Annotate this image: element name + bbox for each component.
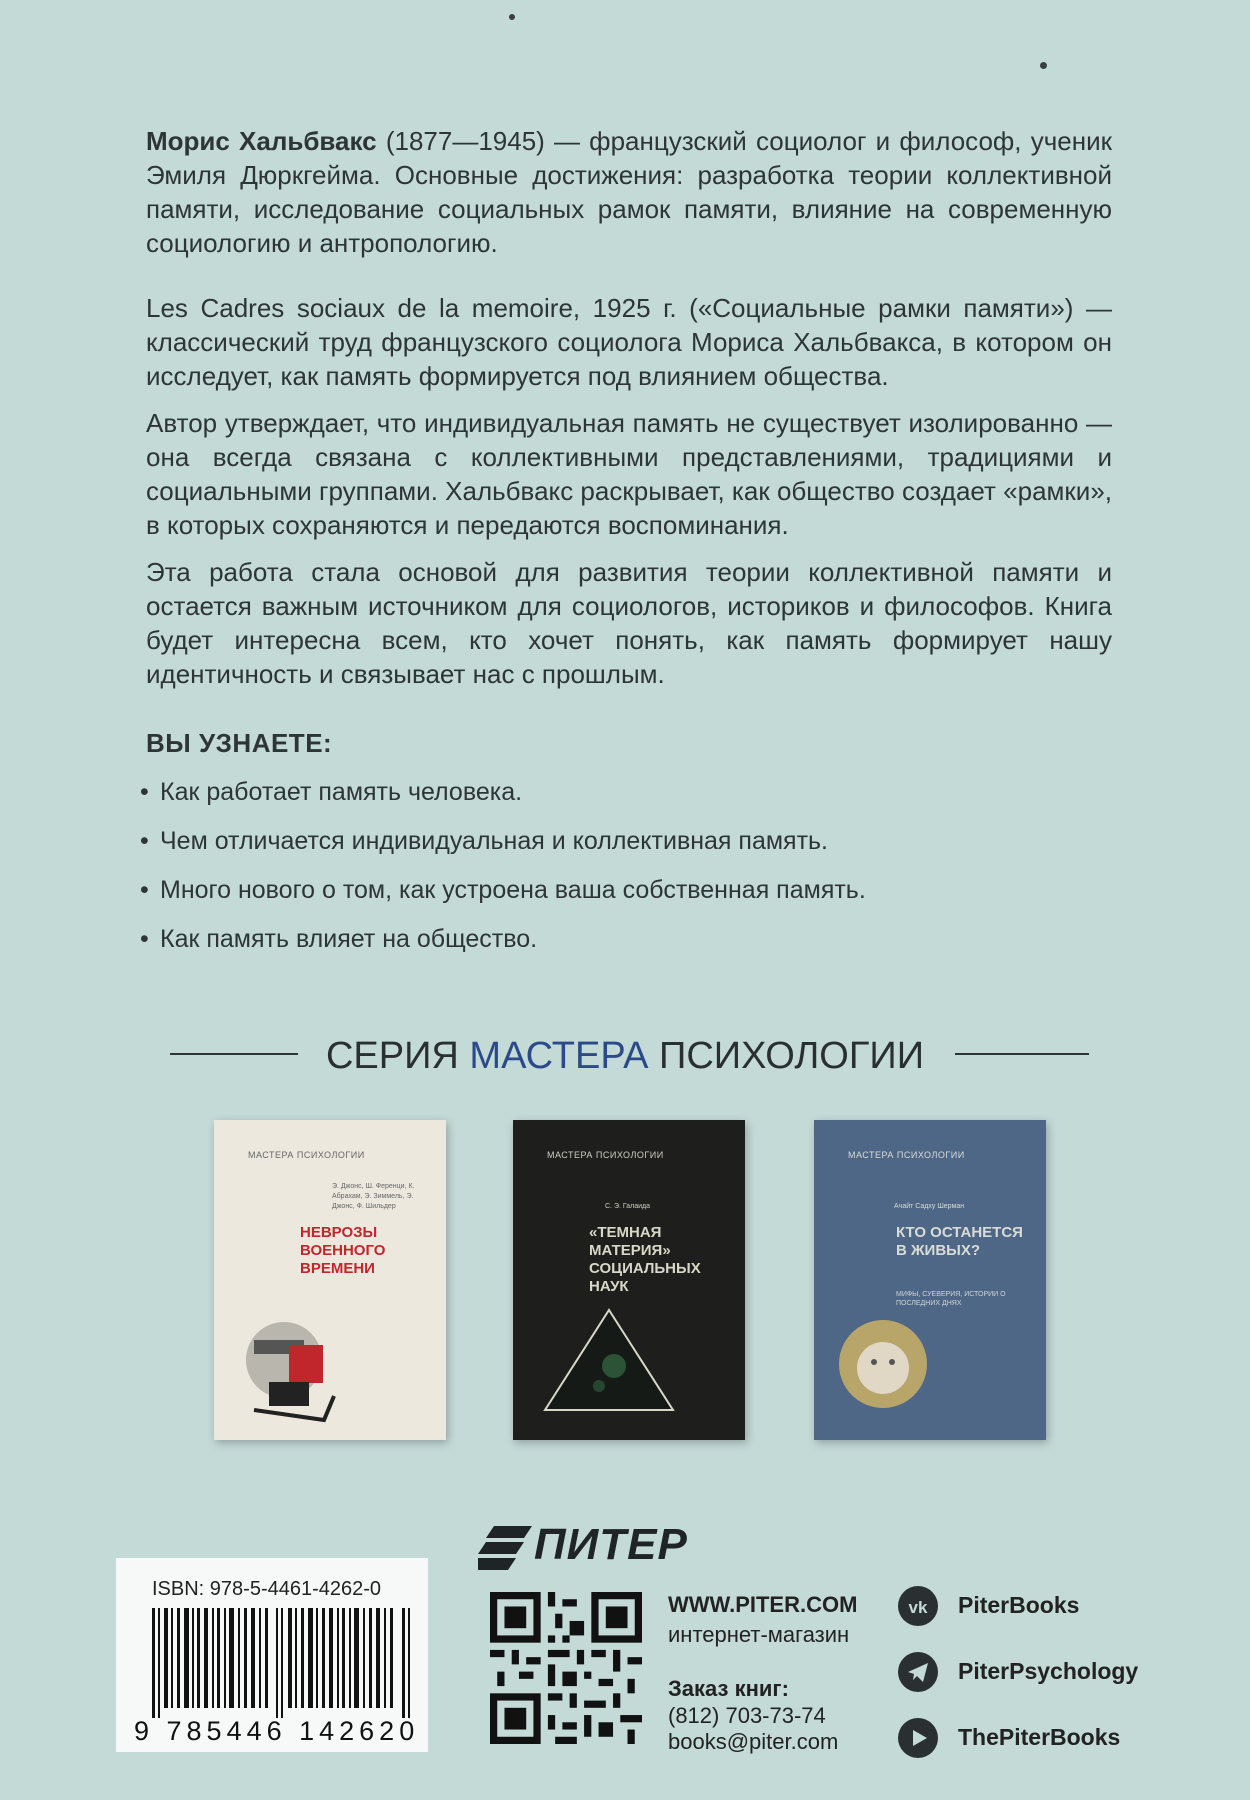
book-title: КТО ОСТАНЕТСЯ В ЖИВЫХ? [896,1224,1023,1259]
book-authors: С. Э. Галаида [605,1203,651,1210]
author-bio-text: (1877—1945) — французский социолог и философ, ученик Эмиля Дюркгейма. Основные достижения: разработка теории коллективной памяти, исследование социальных рамок памяти, влияние на современную социологию и антропологию. [146,126,1112,258]
social-label: ThePiterBooks [958,1724,1121,1750]
book-cover-dark-matter [513,1120,745,1440]
illustration-icon [234,1300,354,1430]
speck [1040,62,1047,69]
series-title: СЕРИЯ МАСТЕРА ПСИХОЛОГИИ [325,1035,925,1077]
book-subtitle: МИФЫ, СУЕВЕРИЯ, ИСТОРИИ О ПОСЛЕДНИХ ДНЯХ [896,1291,1006,1307]
description-paragraph-3 [146,555,1112,691]
description-text: Автор утверждает, что индивидуальная память не существует изолированно — она всегда связана с коллективными представлениями, традициями и социальными группами. Хальбвакс раскрывает, как общество создает «рамки», в которых сохраняются и передаются воспоминания. [146,408,1112,540]
medusa-icon [828,1306,938,1426]
author-bio [146,124,1112,260]
book-title: «ТЕМНАЯ МАТЕРИЯ» СОЦИАЛЬНЫХ НАУК [589,1224,701,1295]
barcode-bars-icon [152,1608,414,1718]
phone-number: (812) 703-73-74 [668,1703,826,1728]
speck [509,14,515,20]
description-text: Эта работа стала основой для развития теории коллективной памяти и остается важным источником для социологов, историков и философов. Книга будет интересна всем, кто хочет понять, как память формирует нашу идентичность и связывает нас с прошлым. [146,557,1112,689]
order-label: Заказ книг: [668,1676,789,1701]
barcode [116,1558,428,1752]
book-authors: Э. Джонс, Ш. Ференци, К. Абрахам, Э. Зиммель, Э. Джонс, Ф. Шильдер [332,1183,415,1210]
description-paragraph-1 [146,291,1112,393]
social-label: PiterPsychology [958,1658,1139,1684]
learn-item: • Как работает память человека. [140,778,523,806]
description-paragraph-2 [146,406,1112,542]
email-link[interactable]: books@piter.com [668,1729,839,1754]
book-cover-war-neuroses [214,1120,446,1440]
website-caption: интернет-магазин [668,1622,850,1647]
social-vk[interactable] [898,1586,1218,1630]
book-series-label: МАСТЕРА ПСИХОЛОГИИ [848,1150,965,1160]
learn-heading: ВЫ УЗНАЕТЕ: [146,728,333,758]
author-name: Морис Хальбвакс [146,126,377,156]
logo-text: ПИТЕР [534,1520,688,1569]
svg-text:vk: vk [908,1598,928,1617]
logo-mark-icon [478,1520,534,1572]
social-label: PiterBooks [958,1592,1080,1618]
book-series-label: МАСТЕРА ПСИХОЛОГИИ [547,1150,664,1160]
series-heading [0,1035,1250,1077]
isbn-text: ISBN: 978-5-4461-4262-0 [152,1578,382,1600]
website-link[interactable]: WWW.PITER.COM [668,1592,858,1617]
book-series-label: МАСТЕРА ПСИХОЛОГИИ [248,1150,365,1160]
social-youtube[interactable] [898,1718,1218,1762]
book-cover-who-survives [814,1120,1046,1440]
youtube-icon [898,1718,938,1758]
book-title: НЕВРОЗЫ ВОЕННОГО ВРЕМЕНИ [300,1224,386,1277]
learn-item: • Много нового о том, как устроена ваша собственная память. [140,876,866,904]
learn-item: • Чем отличается индивидуальная и коллективная память. [140,827,829,855]
vk-icon [898,1586,938,1626]
social-telegram[interactable] [898,1652,1218,1696]
qr-code-icon [490,1592,642,1744]
book-authors: Ачайт Садху Шерман [894,1203,965,1210]
triangle-icon [539,1306,679,1416]
learn-item: • Как память влияет на общество. [140,925,538,953]
telegram-icon [898,1652,938,1692]
description-text: Les Cadres sociaux de la memoire, 1925 г. («Социальные рамки памяти») — классический труд французского социолога Мориса Хальбвакса, в котором он исследует, как память формируется под влиянием общества. [146,293,1112,391]
barcode-digits: 9 785446 142620 [134,1716,420,1746]
